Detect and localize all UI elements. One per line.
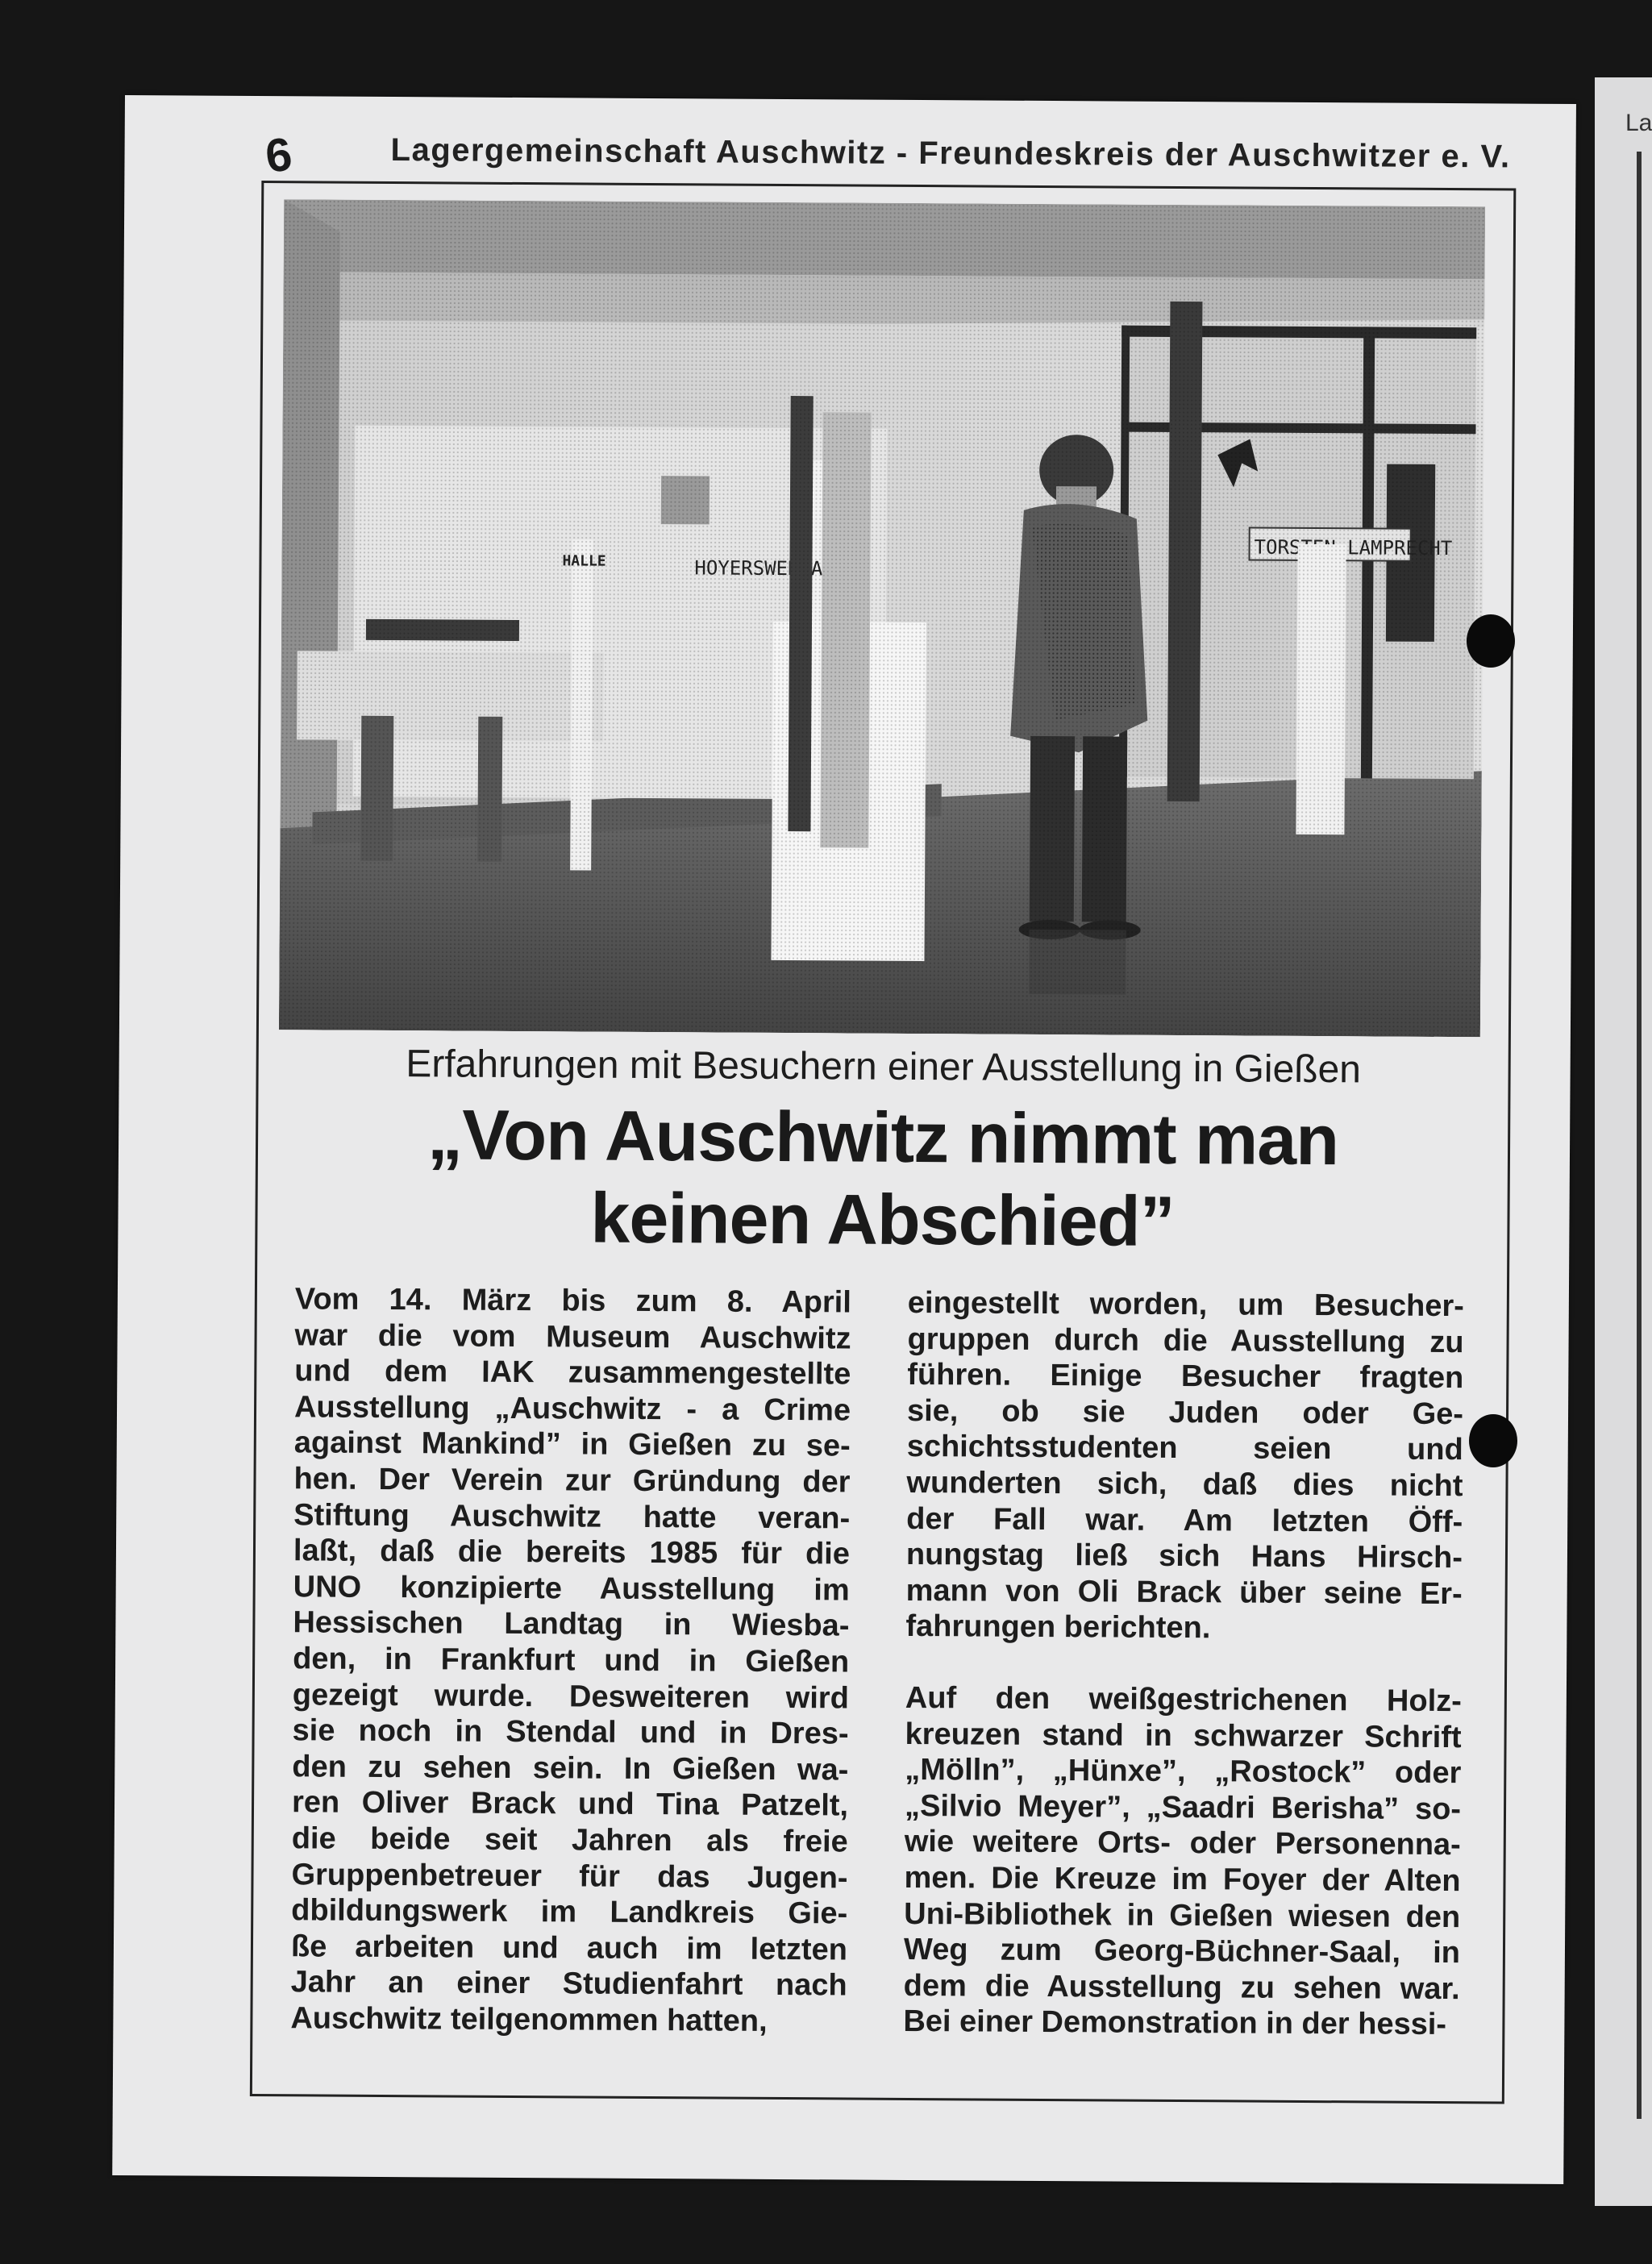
article-text-line: gruppen durch die Ausstellung zu — [907, 1321, 1464, 1359]
article-text-line: nungstag ließ sich Hans Hirsch- — [905, 1538, 1463, 1575]
article-text-line: men. Die Kreuze im Foyer der Alten — [904, 1860, 1461, 1899]
article-text-line: den zu sehen sein. In Gießen wa- — [292, 1750, 849, 1787]
page-header: Lagergemeinschaft Auschwitz - Freundeskreis der Auschwitzer e. V. — [390, 132, 1511, 175]
article-text-line: Stiftung Auschwitz hatte veran- — [293, 1497, 851, 1536]
article-text-line: dbildungswerk im Landkreis Gie- — [291, 1893, 848, 1931]
article-text-line: dem die Ausstellung zu sehen war. — [903, 1968, 1460, 2006]
article-text-line: die beide seit Jahren als freie — [291, 1821, 848, 1859]
article-text-line: Ausstellung „Auschwitz - a Crime — [293, 1390, 851, 1428]
next-page-edge — [1595, 77, 1652, 2206]
article-text-line: war die vom Museum Auschwitz — [294, 1317, 851, 1356]
article-text-line: UNO konzipierte Ausstellung im — [293, 1570, 850, 1608]
newsletter-page — [112, 95, 1576, 2184]
article-text-line: und dem IAK zusammengestellte — [294, 1354, 851, 1392]
article-text-line: hen. Der Verein zur Gründung der — [293, 1462, 851, 1500]
article-text-line: führen. Einige Besucher fragten — [907, 1358, 1464, 1396]
article-text-line: Jahr an einer Studienfahrt nach — [290, 1965, 847, 2003]
article-text-line: Auf den weißgestrichenen Holz- — [905, 1680, 1462, 1719]
article-text-line: against Mankind” in Gießen zu se- — [293, 1425, 851, 1463]
article-text-line: Bei einer Demonstration in der hessi- — [903, 2004, 1447, 2042]
article-text-line: Uni-Bibliothek in Gießen wiesen den — [904, 1896, 1461, 1934]
article-text-line: sie, ob sie Juden oder Ge- — [906, 1393, 1464, 1431]
article-text-line: „Mölln”, „Hünxe”, „Rostock” oder — [905, 1753, 1462, 1791]
article-column-1 — [290, 1281, 851, 2040]
column-2-paragraph-2 — [903, 1680, 1462, 2043]
article-text-line: mann von Oli Brack über seine Er- — [905, 1573, 1463, 1611]
article-headline — [255, 1092, 1510, 1265]
article-text-line: Gruppenbetreuer für das Jugen- — [291, 1857, 848, 1896]
article-text-line: ren Oliver Brack und Tina Patzelt, — [291, 1785, 849, 1823]
article-text-line: gezeigt wurde. Desweiteren wird — [292, 1677, 850, 1716]
article-text-line: eingestellt worden, um Besucher- — [907, 1285, 1464, 1324]
column-2-paragraph-1 — [905, 1285, 1464, 1648]
article-text-line: Weg zum Georg-Büchner-Saal, in — [903, 1933, 1461, 1971]
page-number: 6 — [262, 127, 295, 184]
article-text-line: der Fall war. Am letzten Öff- — [906, 1501, 1463, 1539]
article-text-line: den, in Frankfurt und in Gießen — [293, 1642, 850, 1679]
article-text-line: Hessischen Landtag in Wiesba- — [293, 1605, 850, 1643]
article-text-line: Vom 14. März bis zum 8. April — [294, 1282, 851, 1320]
article-text-line: kreuzen stand in schwarzer Schrift — [905, 1717, 1462, 1754]
article-text-line: ße arbeiten und auch im letzten — [290, 1929, 848, 1967]
headline-line-1: „Von Auschwitz nimmt man — [427, 1094, 1339, 1180]
article-text-line: laßt, daß die bereits 1985 für die — [293, 1534, 851, 1571]
article-column-2 — [903, 1285, 1464, 2043]
article-text-line: „Silvio Meyer”, „Saadri Berisha” so- — [904, 1788, 1462, 1826]
punch-hole-bottom — [1469, 1414, 1517, 1467]
paragraph-gap — [905, 1645, 1462, 1683]
next-page-frame-line — [1637, 152, 1642, 2119]
article-text-line: sie noch in Stendal und in Dres- — [292, 1713, 849, 1751]
article-subtitle: Erfahrungen mit Besuchern einer Ausstellung in Gießen — [406, 1043, 1362, 1092]
article-text-line: schichtsstudenten seien und — [906, 1430, 1463, 1467]
article-text-line: wunderten sich, daß dies nicht — [906, 1465, 1463, 1504]
headline-line-2: keinen Abschied” — [590, 1177, 1175, 1261]
article-text-line: Auschwitz teilgenommen hatten, — [290, 2001, 768, 2038]
article-text-line: wie weitere Orts- oder Personenna- — [904, 1825, 1461, 1862]
next-page-header-fragment: La — [1625, 110, 1652, 136]
exhibition-photo — [279, 199, 1485, 1037]
punch-hole-top — [1467, 614, 1515, 668]
article-text-line: fahrungen berichten. — [905, 1609, 1211, 1646]
